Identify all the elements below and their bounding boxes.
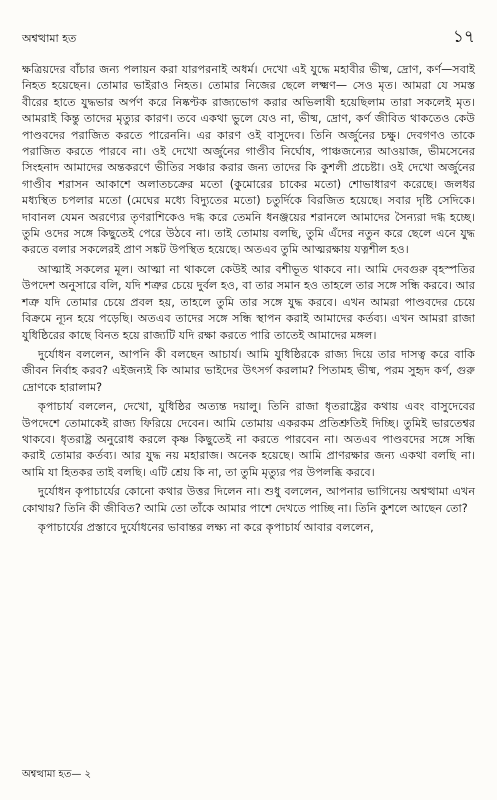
paragraph: ক্ষত্রিয়দের বাঁচার জন্য পলায়ন করা যারপরনাই অধর্ম। দেখো এই যুদ্ধে মহাবীর ভীষ্ম, দ্রোণ, কর্ণ—সবাই নিহত হয়েছেন। তোমার ভাইরাও নিহত। তোমার নিজের ছেলে লক্ষ্মণ— সেও মৃত। আমরা যে সমস্ত বীরের হাতে যুদ্ধভার অর্পণ করে নিষ্কণ্টক রাজ্যভোগ করার অভিলাষী হয়েছিলাম তারা সকলেই মৃত। আমরাই কিন্তু তাদের মৃত্যুর কারণ। তবে একথা ভুলে যেও না, ভীষ্ম, দ্রোণ, কর্ণ জীবিত থাকতেও কেউ পাণ্ডবদের পরাজিত করতে পারেননি। এর কারণ ওই বাসুদেব। তিনি অর্জুনের চক্ষু। দেবগণও তাকে পরাজিত করতে পারবে না। ওই দেখো অর্জুনের গাণ্ডীব নির্ঘোষ, পাঞ্চজন্যের আওয়াজ, ভীমসেনের সিংহনাদ আমাদের অন্তকরণে ভীতির সঞ্চার করার জন্য তাদের কি কুশলী প্রচেষ্টা। ওই দেখো অর্জুনের গাণ্ডীব শরাসন আকাশে অলাতচক্রের মতো (কুমোরের চাকের মতো) শোভাধারণ করেছে। জলধর মধ্যস্থিত চপলার মতো (মেঘের মধ্যে বিদ্যুতের মতো) চতুর্দিকে বিরজিত হয়েছে। সবার দৃষ্টি সেদিকে। দাবানল যেমন অরণ্যের তৃণরাশিকেও দগ্ধ করে তেমনি ধনঞ্জয়ের শরানলে আমাদের সৈন্যরা দগ্ধ হচ্ছে। তুমি ওদের সঙ্গে কিছুতেই পেরে উঠবে না। তাই তোমায় বলছি, তুমি এঁদের নতুন করে ছেলে এনে যুদ্ধ করতে বলার সকলেরই প্রাণ সঙ্কট উপস্থিত হয়েছে। অতএব তুমি আত্মরক্ষায় যত্নশীল হও। xyxy=(22,63,475,257)
paragraph: আত্মাই সকলের মূল। আত্মা না থাকলে কেউই আর বশীভূত থাকবে না। আমি দেবগুরু বৃহস্পতির উপদেশ অনুসারে বলি, যদি শত্রুর চেয়ে দুর্বল হও, বা তার সমান হও তাহলে তার সঙ্গে সন্ধি করবে। আর শত্রু যদি তোমার চেয়ে প্রবল হয়, তাহলে তুমি তার সঙ্গে যুদ্ধ করবে। এখন আমরা পাণ্ডবদের চেয়ে বিক্রমে ন্যূন হয়ে পড়েছি। অতএব তাদের সঙ্গে সন্ধি স্থাপন করাই আমাদের কর্তব্য। এখন আমরা রাজা যুধিষ্ঠিরের কাছে বিনত হয়ে রাজ্যটি যদি রক্ষা করতে পারি তাতেই আমাদের মঙ্গল। xyxy=(22,262,475,342)
body-text xyxy=(22,62,475,539)
paragraph: দুর্যোধন কৃপাচার্যের কোনো কথার উত্তর দিলেন না। শুধু বললেন, আপনার ভাগিনেয় অশ্বত্থামা এখন কোথায়? তিনি কী জীবিত? আমি তো তাঁকে আমার পাশে দেখতে পাচ্ছি না। তিনি কুশলে আছেন তো? xyxy=(22,485,475,515)
running-head xyxy=(22,24,475,46)
paragraph: কৃপাচার্য বললেন, দেখো, যুধিষ্ঠির অত্যন্ত দয়ালু। তিনি রাজা ধৃতরাষ্ট্রের কথায় এবং বাসুদেবের উপদেশে তোমাকেই রাজ্য ফিরিয়ে দেবেন। আমি তোমায় একরকম প্রতিশ্রুতিই দিচ্ছি। তুমিই ভারতেশ্বর থাকবে। ধৃতরাষ্ট্র অনুরোধ করলে কৃষ্ণ কিছুতেই না করতে পারবেন না। অতএব পাণ্ডবদের সঙ্গে সন্ধি করাই তোমার কর্তব্য। আর যুদ্ধ নয় মহারাজ। অনেক হয়েছে। আমি প্রাণরক্ষার জন্য একথা বলছি না। আমি যা হিতকর তাই বলছি। এটি শ্রেয় কি না, তা তুমি মৃত্যুর পর উপলব্ধি করবে। xyxy=(22,400,475,479)
paragraph: কৃপাচার্যের প্রস্তাবে দুর্যোধনের ভাবান্তর লক্ষ্য না করে কৃপাচার্য আবার বললেন, xyxy=(38,520,374,534)
running-title: অশ্বত্থামা হত xyxy=(22,32,77,45)
page-number: ১৭ xyxy=(452,27,475,47)
paragraph: দুর্যোধন বললেন, আপনি কী বলছেন আচার্য। আমি যুধিষ্ঠিরকে রাজ্য দিয়ে তার দাসত্ব করে বাকি জীবন নির্বাহ করব? এইজন্যই কি আমার ভাইদের উৎসর্গ করলাম? পিতামহ ভীষ্ম, পরম সুহৃদ কর্ণ, গুরু দ্রোণকে হারালাম? xyxy=(22,347,475,394)
signature-mark: অশ্বত্থামা হত— ২ xyxy=(22,769,91,780)
